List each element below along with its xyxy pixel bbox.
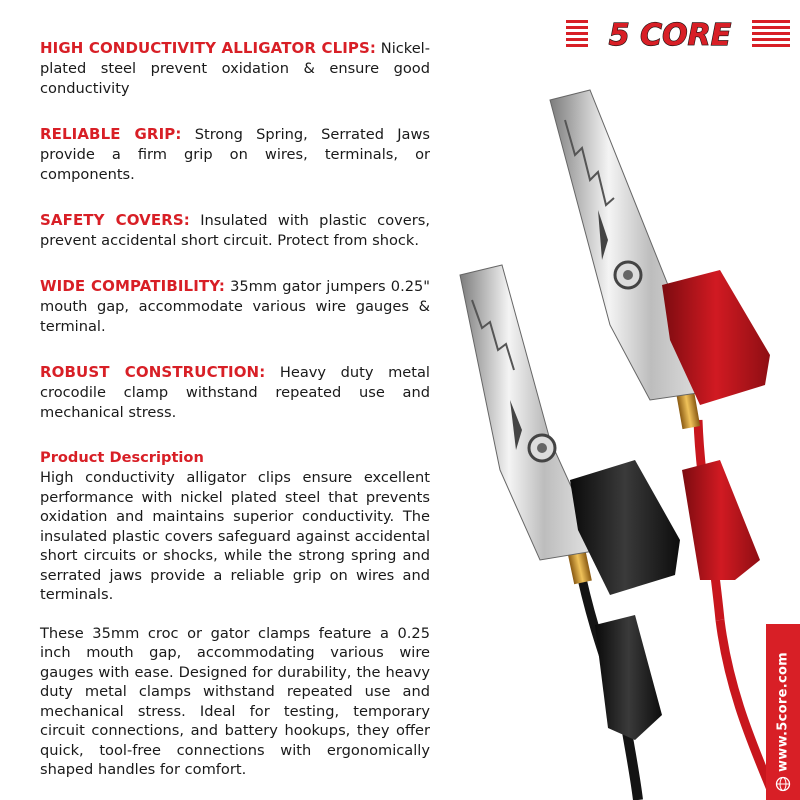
feature-heading: RELIABLE GRIP: xyxy=(40,125,182,143)
feature-heading: WIDE COMPATIBILITY: xyxy=(40,277,225,295)
feature-heading: ROBUST CONSTRUCTION: xyxy=(40,363,266,381)
feature-item xyxy=(40,362,430,423)
feature-heading: SAFETY COVERS: xyxy=(40,211,190,229)
feature-item xyxy=(40,38,430,99)
brand-logo xyxy=(566,12,790,52)
description-paragraph: These 35mm croc or gator clamps feature a 0.25 inch mouth gap, accommodating various wire gauges with ease. Designed for durability, the heavy duty metal clamps withstand repeated use and mechanical stress. Ideal for testing, temporary circuit connections, and battery hookups, they offer quick, tool-free connections with ergonomically shaped handles for comfort. xyxy=(40,624,430,778)
feature-list xyxy=(40,38,430,423)
product-image xyxy=(430,60,800,800)
feature-item xyxy=(40,276,430,337)
logo-text: 5 CORE xyxy=(608,18,732,52)
globe-icon xyxy=(775,776,791,792)
website-url: www.5core.com xyxy=(775,651,791,773)
feature-body: Nickel-plated steel prevent oxidation & ensure good conductivity xyxy=(40,40,430,97)
description-title: Product Description xyxy=(40,449,204,466)
feature-heading: HIGH CONDUCTIVITY ALLIGATOR CLIPS: xyxy=(40,39,377,57)
product-copy xyxy=(40,38,430,799)
website-sidebar xyxy=(766,624,800,800)
red-alligator-clip-icon xyxy=(550,90,775,800)
feature-item xyxy=(40,124,430,185)
feature-body: Insulated with plastic covers, prevent accidental short circuit. Protect from shock. xyxy=(40,212,430,249)
feature-body: Heavy duty metal crocodile clamp withstand repeated use and mechanical stress. xyxy=(40,364,430,421)
feature-item xyxy=(40,210,430,251)
description-paragraph: High conductivity alligator clips ensure excellent performance with nickel plated steel that prevents oxidation and maintains superior conductivity. The insulated plastic covers safeguard against accidental short circuits or shocks, while the strong spring and serrated jaws provide a reliable grip on wires and terminals. xyxy=(40,469,430,603)
feature-body: Strong Spring, Serrated Jaws provide a firm grip on wires, terminals, or components. xyxy=(40,126,431,183)
feature-body: 35mm gator jumpers 0.25" mouth gap, accommodate various wire gauges & terminal. xyxy=(40,278,430,335)
